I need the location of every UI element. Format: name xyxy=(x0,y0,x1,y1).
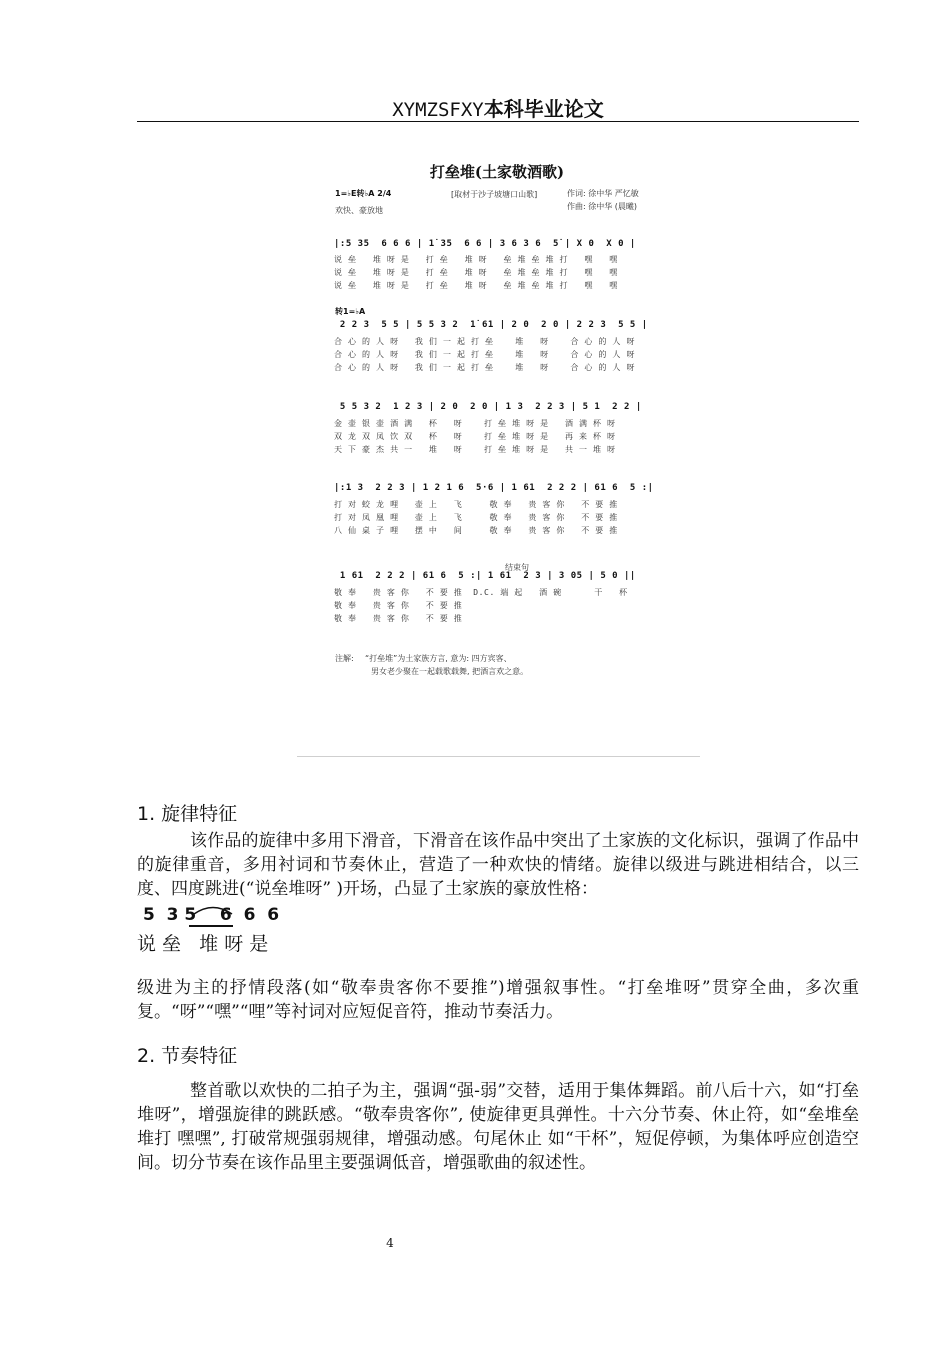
lyric-row-4-1: 打 对 蛟 龙 哩 壶 上 飞 敬 奉 贵 客 你 不 要 推 xyxy=(334,500,618,509)
lyric-row-1-1: 说 垒 堆 呀 是 打 垒 堆 呀 垒 堆 垒 堆 打 嘿 嘿 xyxy=(334,255,618,264)
lyric-row-5-1: 敬 奉 贵 客 你 不 要 推 D.C. 端 起 酒 碗 干 杯 xyxy=(334,588,628,597)
score-note-label: 注解: xyxy=(335,654,354,663)
lyric-row-1-3: 说 垒 堆 呀 是 打 垒 堆 呀 垒 堆 垒 堆 打 嘿 嘿 xyxy=(334,281,618,290)
lyric-row-5-2: 敬 奉 贵 客 你 不 要 推 xyxy=(334,601,463,610)
section-2-heading: 2. 节奏特征 xyxy=(137,1045,238,1067)
score-coda-label: 结束句 xyxy=(505,563,529,572)
inline-music-example xyxy=(137,903,397,957)
lyric-row-4-2: 打 对 凤 凰 哩 壶 上 飞 敬 奉 贵 客 你 不 要 推 xyxy=(334,513,618,522)
section-2-paragraph-1 xyxy=(137,1079,859,1175)
score-lyricist: 作词: 徐中华 严忆敏 xyxy=(567,189,639,198)
slur-mark xyxy=(191,903,235,915)
header-title-latin: XYMZSFXY xyxy=(392,99,484,121)
section-1-heading: 1. 旋律特征 xyxy=(137,803,238,825)
lyric-row-5-3: 敬 奉 贵 客 你 不 要 推 xyxy=(334,614,463,623)
header-title-cn: 本科毕业论文 xyxy=(483,97,604,121)
section-1-text-1: 该作品的旋律中多用下滑音，下滑音在该作品中突出了土家族的文化标识，强调了作品中的旋律重音，多用衬词和节奏休止，营造了一种欢快的情绪。旋律以级进与跳进相结合，以三度、四度跳进(“说垒堆呀” )开场，凸显了土家族的豪放性格： xyxy=(137,831,859,899)
notation-row-3: 5 5 3 2 1 2 3 | 2 0 2 0 | 1 3 2 2 3 | 5 1 2 2 | xyxy=(334,402,642,412)
lyric-row-3-1: 金 壶 银 壶 酒 满 杯 呀 打 垒 堆 呀 是 酒 满 杯 呀 xyxy=(334,419,616,428)
section-2-text-1: 整首歌以欢快的二拍子为主，强调“强-弱”交替，适用于集体舞蹈。前八后十六，如“打垒堆呀”，增强旋律的跳跃感。“敬奉贵客你”, 使旋律更具弹性。十六分节奏、休止符，如“垒堆垒堆打 嘿嘿”, 打破常规强弱规律，增强动感。句尾休止 如“干杯”，短促停顿，为集体呼应创造空间。切分节奏在该作品里主要强调低音，增强歌曲的叙述性。 xyxy=(137,1081,859,1173)
score-bottom-border xyxy=(297,756,700,757)
inline-example-notes: 5 3 5 6 6 6 xyxy=(143,905,280,925)
section-1-paragraph-1 xyxy=(137,829,859,901)
lyric-row-3-3: 天 下 豪 杰 共 一 堆 呀 打 垒 堆 呀 是 共 一 堆 呀 xyxy=(334,445,616,454)
score-composer: 作曲: 徐中华 (晨曦) xyxy=(567,202,638,211)
notation-row-4: |:1 3 2 2 3 | 1 2 1 6 5·6 | 1 61 2 2 2 | 61 6 5 :| xyxy=(334,483,654,493)
notation-row-2: 2 2 3 5 5 | 5 5 3 2 1̇ 61 | 2 0 2 0 | 2 2 3 5 5 | xyxy=(334,320,648,330)
lyric-row-2-1: 合 心 的 人 呀 我 们 一 起 打 垒 堆 呀 合 心 的 人 呀 xyxy=(334,337,636,346)
score-tempo: 欢快、豪放地 xyxy=(335,206,383,215)
sheet-music-figure xyxy=(297,125,700,757)
score-modulation: 转1=♭A xyxy=(335,307,366,316)
section-1-paragraph-2 xyxy=(137,976,859,1024)
score-key: 1=♭E转♭A 2/4 xyxy=(335,189,392,198)
score-source: [取材于沙子坡塘口山歌] xyxy=(451,190,538,199)
score-note-line-1: “打垒堆”为土家族方言, 意为: 四方宾客、 xyxy=(365,654,512,663)
lyric-row-1-2: 说 垒 堆 呀 是 打 垒 堆 呀 垒 堆 垒 堆 打 嘿 嘿 xyxy=(334,268,618,277)
notation-row-5: 1 61 2 2 2 | 61 6 5 :| 1 61 2 3 | 3 05 | 5 0 || xyxy=(334,571,636,581)
inline-example-lyrics: 说 垒 堆 呀 是 xyxy=(137,933,269,955)
notation-row-1: |:5 35 6 6 6 | 1̇ 35 6 6 | 3 6 3 6 5̇ | X 0 X 0 | xyxy=(334,239,636,249)
lyric-row-2-3: 合 心 的 人 呀 我 们 一 起 打 垒 堆 呀 合 心 的 人 呀 xyxy=(334,363,636,372)
score-title: 打垒堆(土家敬酒歌) xyxy=(429,163,565,181)
lyric-row-4-3: 八 仙 桌 子 哩 摆 中 间 敬 奉 贵 客 你 不 要 推 xyxy=(334,526,618,535)
header-rule xyxy=(137,121,859,122)
page-number: 4 xyxy=(386,1236,394,1250)
page-header xyxy=(137,97,859,122)
beam-mark xyxy=(189,925,233,927)
score-note-line-2: 男女老少聚在一起载歌载舞, 把酒言欢之意。 xyxy=(371,667,529,676)
lyric-row-2-2: 合 心 的 人 呀 我 们 一 起 打 垒 堆 呀 合 心 的 人 呀 xyxy=(334,350,636,359)
lyric-row-3-2: 双 龙 双 凤 饮 双 杯 呀 打 垒 堆 呀 是 再 来 杯 呀 xyxy=(334,432,616,441)
section-1-text-2: 级进为主的抒情段落(如“敬奉贵客你不要推”)增强叙事性。“打垒堆呀”贯穿全曲，多次重复。“呀”“嘿”“哩”等衬词对应短促音符，推动节奏活力。 xyxy=(137,978,859,1022)
